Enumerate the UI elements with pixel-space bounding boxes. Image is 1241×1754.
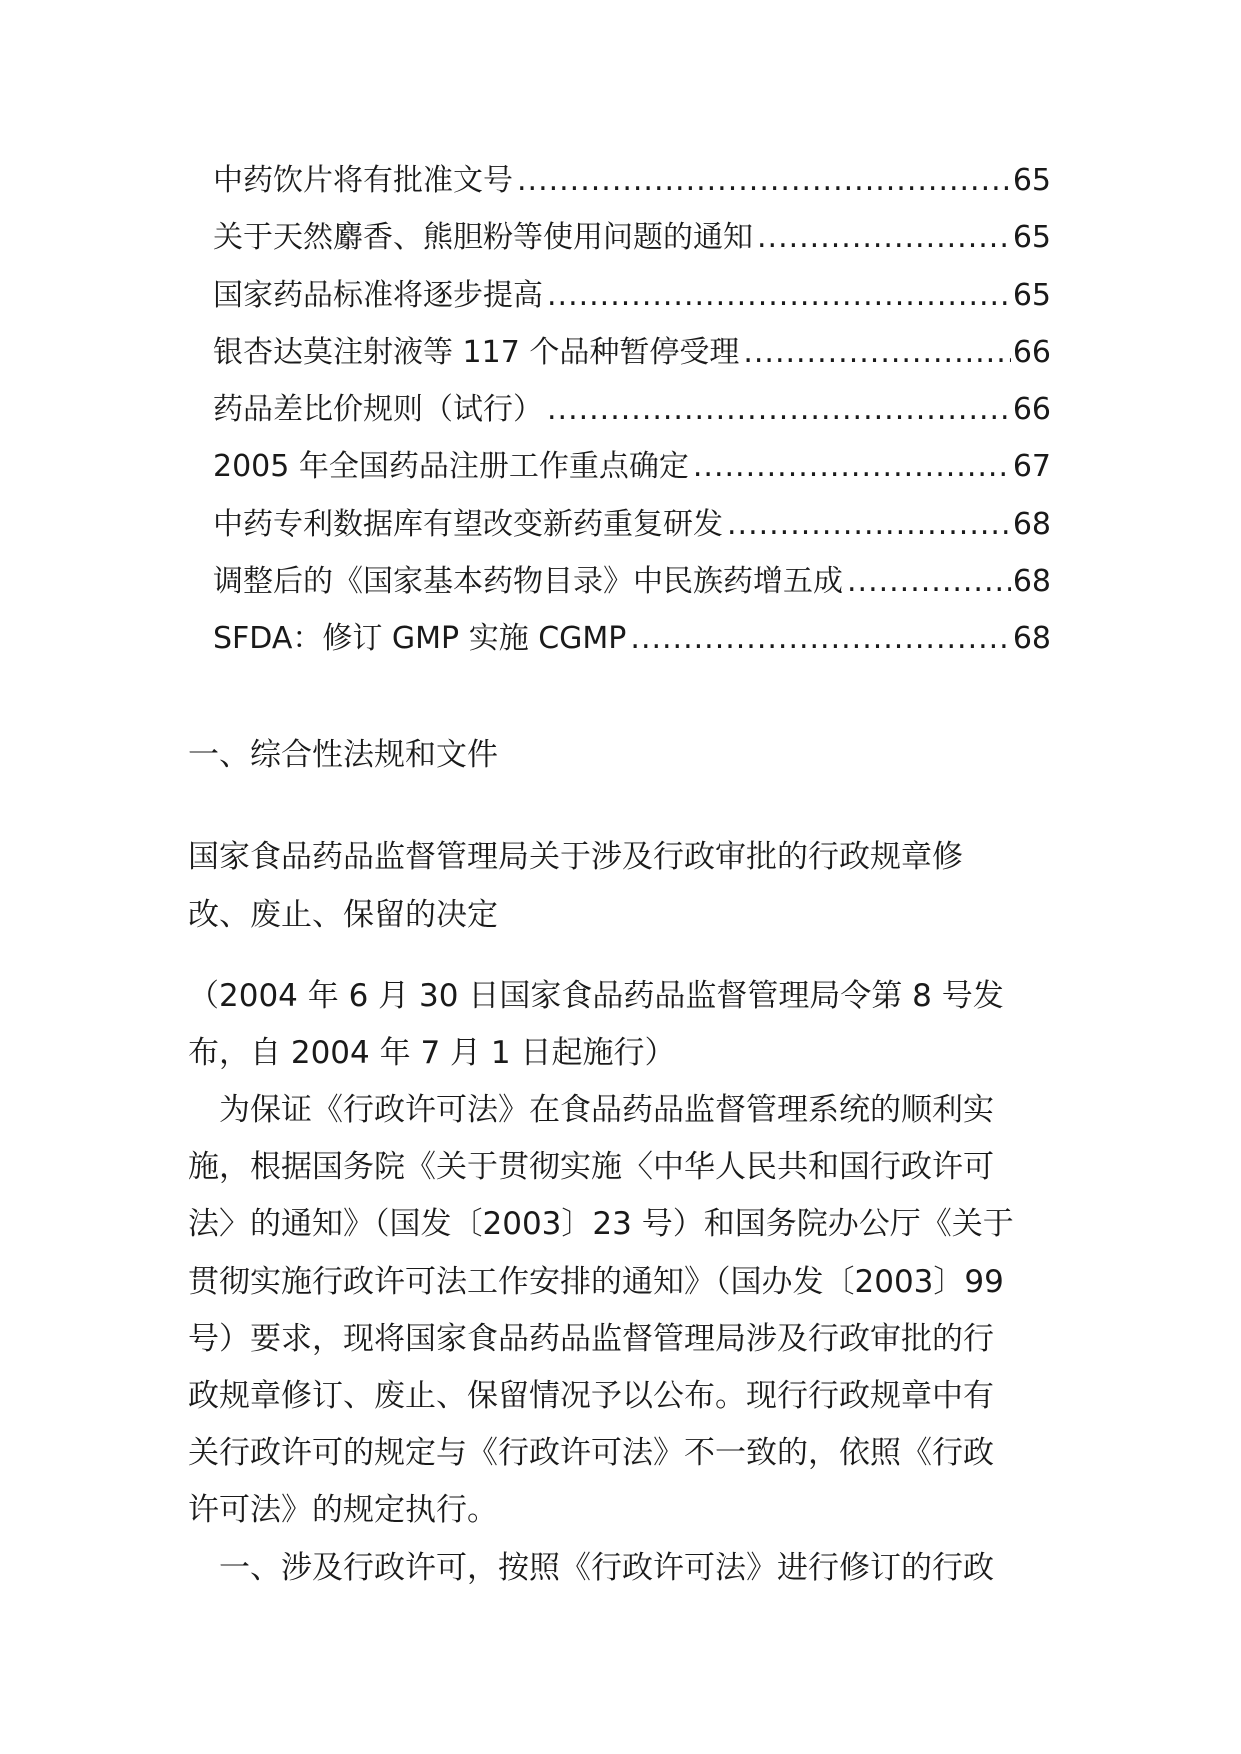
toc-entry[interactable] [213, 209, 1051, 266]
toc-entry-title: 中药饮片将有批准文号 [213, 163, 513, 198]
toc-entry-title: 关于天然麝香、熊胆粉等使用问题的通知 [213, 220, 753, 256]
toc-leader-dots [693, 438, 1011, 495]
body-line: 法〉的通知》（国发〔2003〕23 号）和国务院办公厅《关于 [188, 1206, 1014, 1243]
toc-entry-page: 67 [1012, 449, 1051, 485]
toc-leader-dots [630, 610, 1010, 667]
document-title-line: 国家食品药品监督管理局关于涉及行政审批的行政规章修 [188, 839, 963, 875]
toc-leader-dots [517, 152, 1011, 209]
toc-entry[interactable] [213, 267, 1051, 324]
toc-leader-dots [547, 267, 1011, 324]
section-heading: 一、综合性法规和文件 [188, 737, 498, 773]
toc-entry[interactable] [213, 152, 1051, 209]
body-paragraph [188, 1082, 1068, 1540]
toc-entry-title: 药品差比价规则（试行） [213, 392, 543, 428]
toc-entry-title: 国家药品标准将逐步提高 [213, 277, 543, 313]
toc-entry-title: 银杏达莫注射液等 117 个品种暂停受理 [213, 334, 740, 370]
issuance-note-line: （2004 年 6 月 30 日国家食品药品监督管理局令第 8 号发 [188, 978, 1004, 1014]
toc-entry-page: 66 [1012, 334, 1051, 370]
toc-entry-page: 66 [1012, 392, 1051, 428]
body-line: 贯彻实施行政许可法工作安排的通知》（国办发〔2003〕99 [188, 1263, 1004, 1300]
toc-entry-title: 2005 年全国药品注册工作重点确定 [213, 449, 689, 485]
issuance-note [188, 968, 1068, 1082]
toc-entry-page: 65 [1012, 277, 1051, 313]
document-title [188, 828, 1068, 944]
toc-entry-page: 65 [1012, 220, 1051, 256]
toc-leader-dots [847, 553, 1011, 610]
toc-entry-title: 中药专利数据库有望改变新药重复研发 [213, 506, 723, 542]
toc-entry-page: 65 [1012, 163, 1051, 198]
toc-entry-title: SFDA：修订 GMP 实施 CGMP [213, 621, 627, 657]
body-line: 关行政许可的规定与《行政许可法》不一致的，依照《行政 [188, 1435, 994, 1472]
body-line: 一、涉及行政许可，按照《行政许可法》进行修订的行政 [188, 1550, 994, 1586]
toc-entry[interactable] [213, 610, 1051, 667]
toc-leader-dots [727, 496, 1011, 553]
toc-entry[interactable] [213, 324, 1051, 381]
body-line: 政规章修订、废止、保留情况予以公布。现行行政规章中有 [188, 1378, 994, 1415]
body-line: 号）要求，现将国家食品药品监督管理局涉及行政审批的行 [188, 1320, 994, 1357]
issuance-note-line: 布，自 2004 年 7 月 1 日起施行） [188, 1035, 676, 1071]
list-item-paragraph [188, 1540, 1068, 1597]
body-line: 许可法》的规定执行。 [188, 1492, 498, 1529]
body-line: 为保证《行政许可法》在食品药品监督管理系统的顺利实 [188, 1092, 994, 1128]
document-title-line: 改、废止、保留的决定 [188, 897, 498, 933]
toc-leader-dots [743, 324, 1010, 381]
toc-entry-page: 68 [1012, 621, 1051, 657]
body-line: 施，根据国务院《关于贯彻实施〈中华人民共和国行政许可 [188, 1149, 994, 1186]
toc-entry[interactable] [213, 496, 1051, 553]
toc-leader-dots [547, 381, 1011, 438]
toc-leader-dots [757, 209, 1011, 266]
toc-entry[interactable] [213, 381, 1051, 438]
table-of-contents [213, 152, 1051, 668]
toc-entry-page: 68 [1012, 564, 1051, 600]
toc-entry-title: 调整后的《国家基本药物目录》中民族药增五成 [213, 564, 843, 600]
toc-entry[interactable] [213, 553, 1051, 610]
toc-entry[interactable] [213, 438, 1051, 495]
toc-entry-page: 68 [1012, 506, 1051, 542]
